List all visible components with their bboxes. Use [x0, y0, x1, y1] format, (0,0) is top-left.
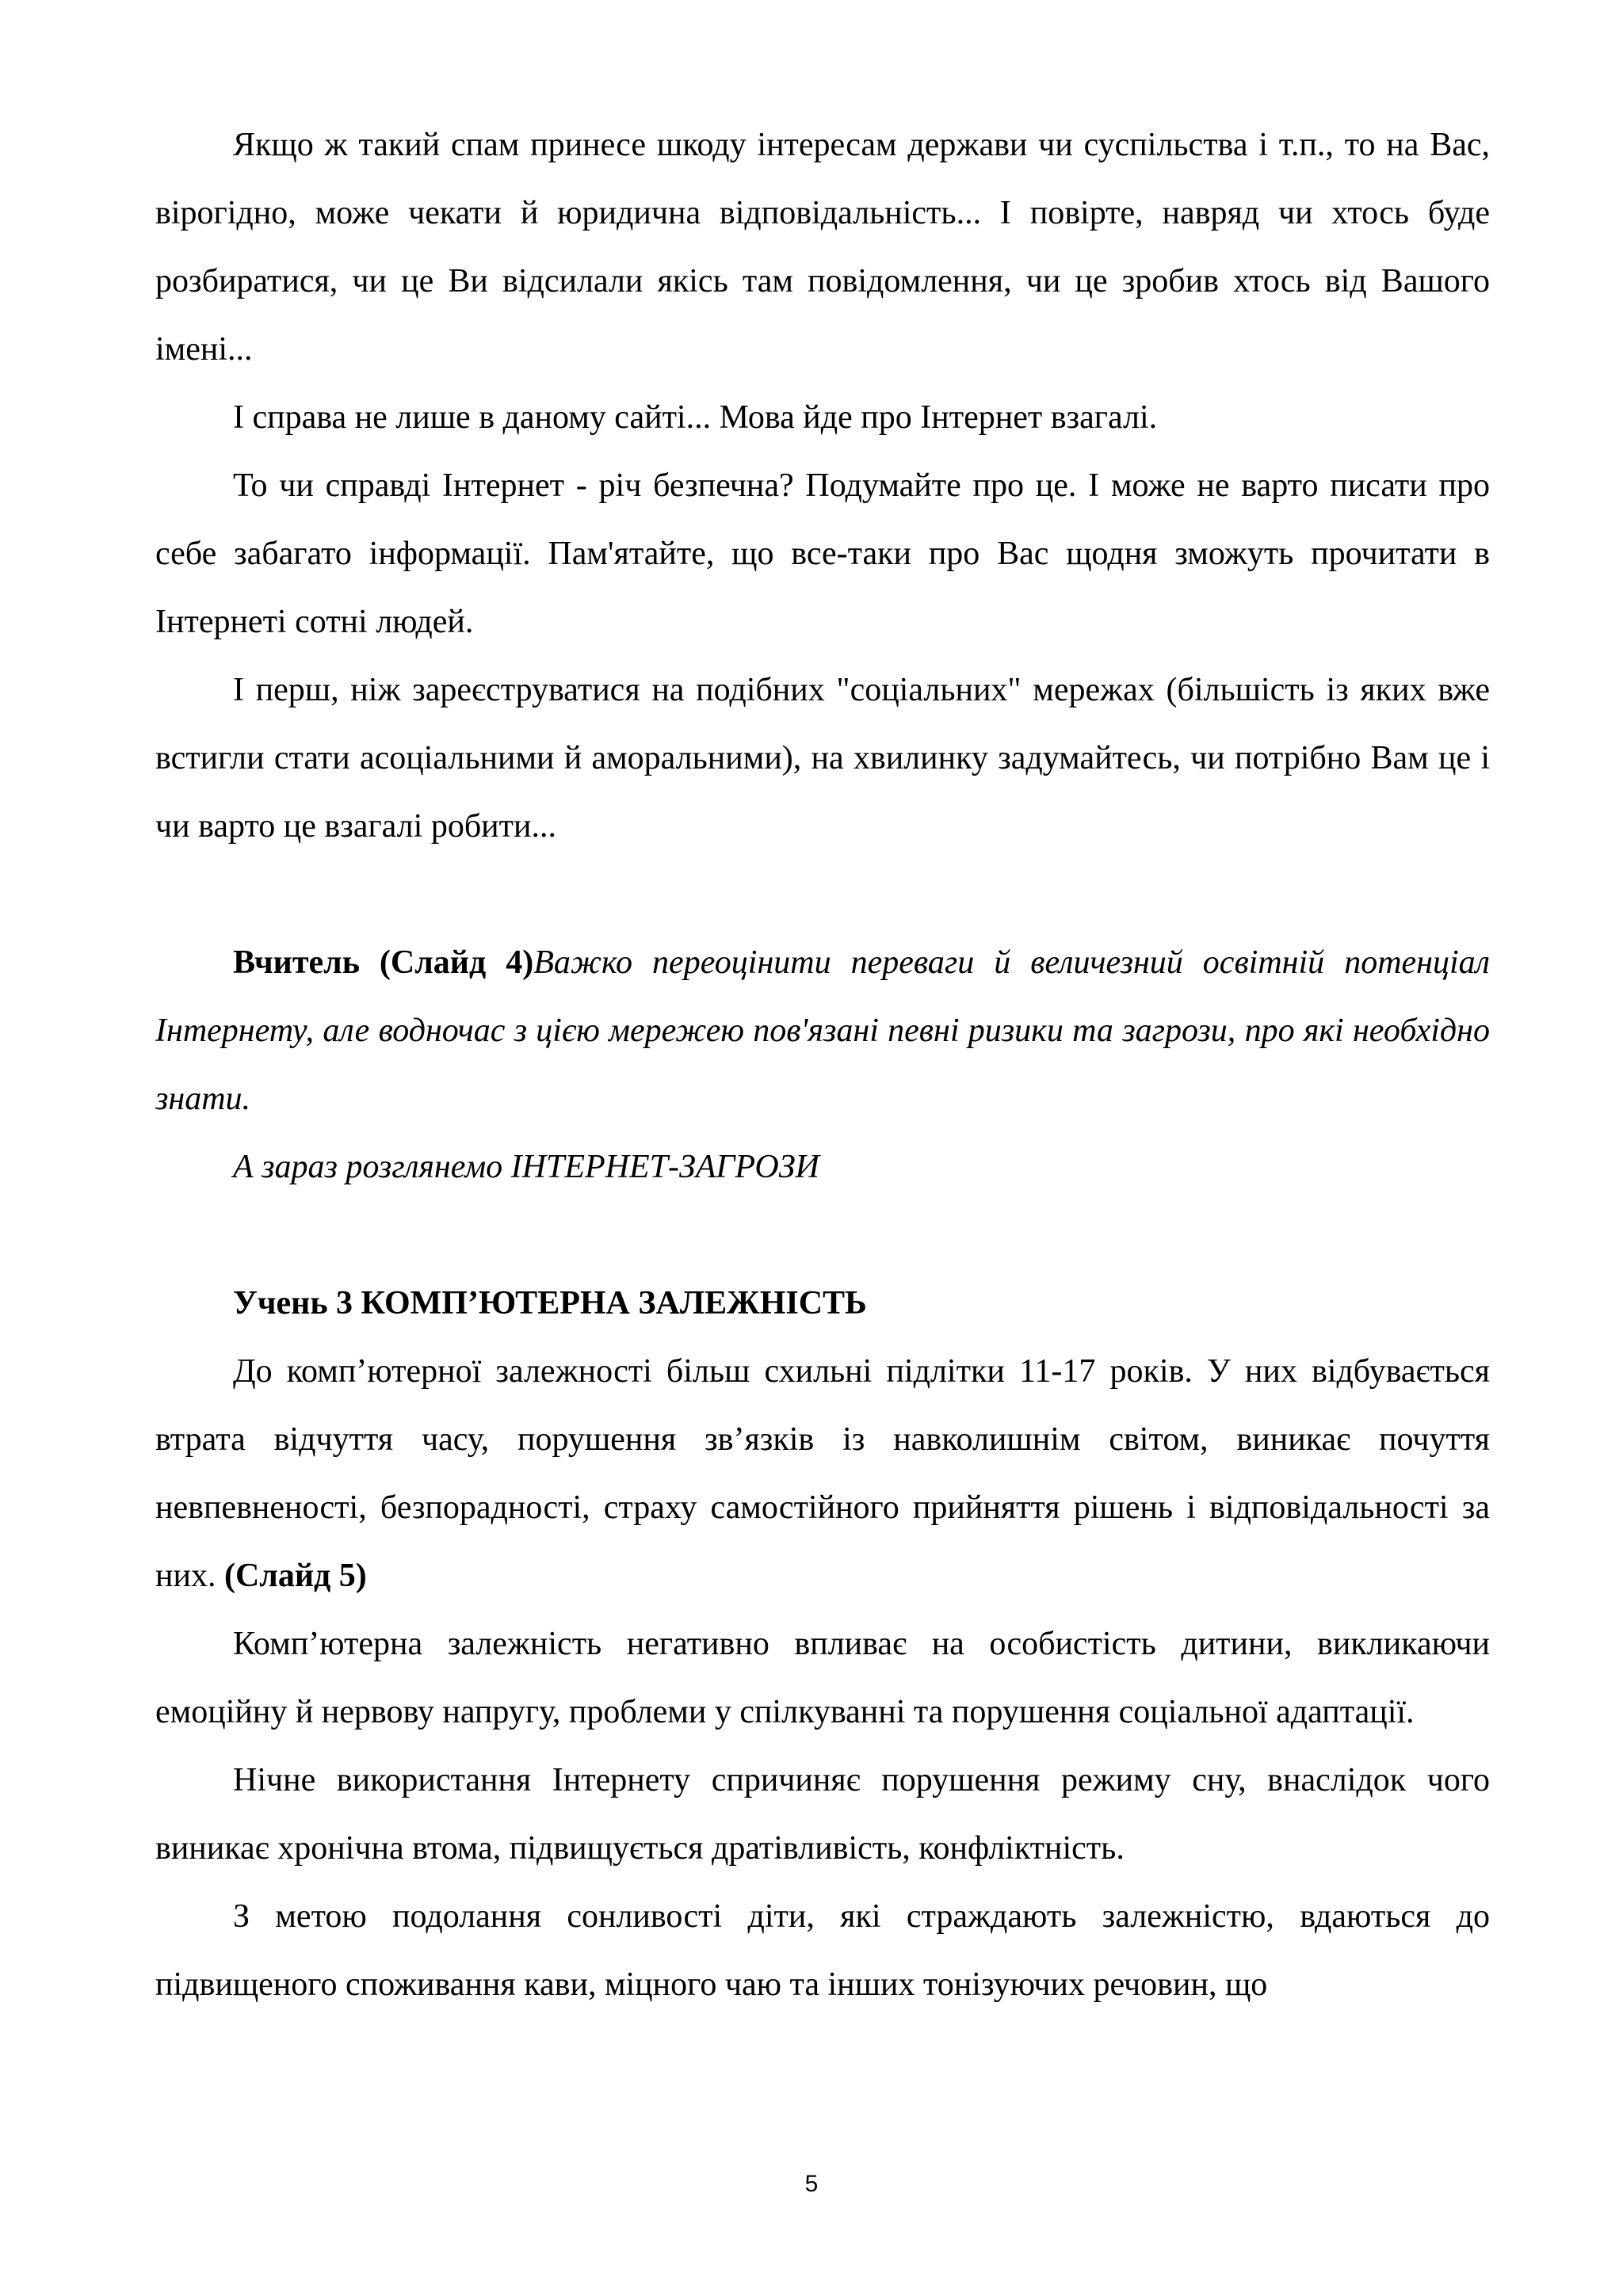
- paragraph-spam-liability: Якщо ж такий спам принесе шкоду інтересам держави чи суспільства і т.п., то на Вас, вірогідно, може чекати й юридична відповідальність... І повірте, навряд чи хтось буде розбиратися, чи це Ви відсилали якісь там повідомлення, чи це зробив хтось від Вашого імені...: [155, 127, 1490, 368]
- paragraph-social-networks: І перш, ніж зареєструватися на подібних "соціальних" мережах (більшість із яких вже встигли стати асоціальними й аморальними), на хвилинку задумайтесь, чи потрібно Вам це і чи варто це взагалі робити...: [155, 672, 1490, 845]
- spacer: [155, 1201, 1490, 1269]
- slide-reference: (Слайд 5): [223, 1558, 367, 1594]
- paragraph-addiction-effects: Комп’ютерна залежність негативно впливає на особистість дитини, викликаючи емоційну й нервову напругу, проблеми у спілкуванні та порушення соціальної адаптації.: [155, 1626, 1490, 1730]
- teacher-text: Важко переоцінити переваги й величезний освітній потенціал Інтернету, але водночас з цією мережею пов'язані певні ризики та загрози, про які необхідно знати.: [155, 944, 1490, 1117]
- addiction-teens-text: До комп’ютерної залежності більш схильні підлітки 11-17 років. У них відбувається втрата відчуття часу, порушення зв’язків із навколишнім світом, виникає почуття невпевненості, безпорадності, страху самостійного прийняття рішень і відповідальності за них.: [155, 1353, 1490, 1594]
- paragraph-site-internet: І справа не лише в даному сайті... Мова йде про Інтернет взагалі.: [233, 399, 1158, 436]
- paragraph-teacher: [155, 929, 1490, 1133]
- paragraph-night-use: Нічне використання Інтернету спричиняє порушення режиму сну, внаслідок чого виникає хронічна втома, підвищується дратівливість, конфліктність.: [155, 1762, 1490, 1867]
- document-page: [155, 111, 1490, 2019]
- paragraph-sleepiness: З метою подолання сонливості діти, які страждають залежністю, вдаються до підвищеного споживання кави, міцного чаю та інших тонізуючих речовин, що: [155, 1898, 1490, 2003]
- paragraph-internet-threats: А зараз розглянемо ІНТЕРНЕТ-ЗАГРОЗИ: [233, 1149, 819, 1185]
- section-heading: Учень 3 КОМП’ЮТЕРНА ЗАЛЕЖНІСТЬ: [233, 1285, 867, 1322]
- spacer: [155, 860, 1490, 929]
- teacher-speaker: Вчитель (Слайд 4): [233, 944, 534, 981]
- paragraph-internet-safety: То чи справді Інтернет - річ безпечна? Подумайте про це. І може не варто писати про себе забагато інформації. Пам'ятайте, що все-таки про Вас щодня зможуть прочитати в Інтернеті сотні людей.: [155, 467, 1490, 640]
- paragraph-addiction-teens: [155, 1337, 1490, 1610]
- page-number: 5: [804, 2171, 819, 2197]
